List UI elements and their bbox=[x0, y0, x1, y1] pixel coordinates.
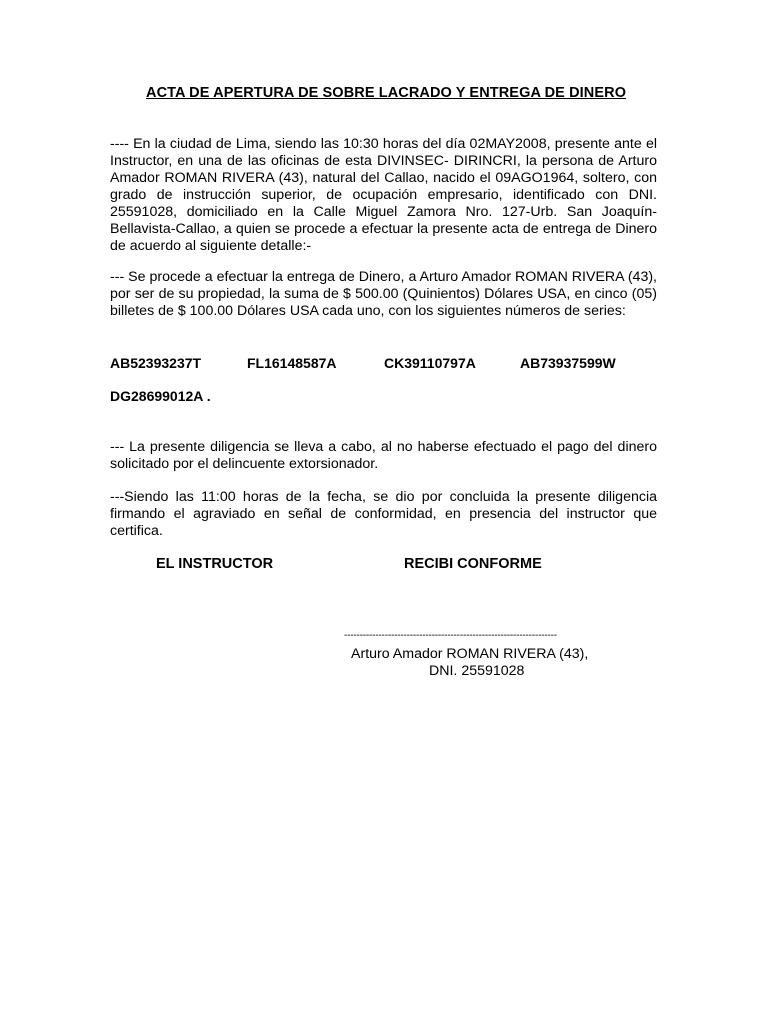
signature-label-recipient: RECIBI CONFORME bbox=[404, 556, 542, 572]
paragraph-delivery: --- Se procede a efectuar la entrega de Dinero, a Arturo Amador ROMAN RIVERA (43), por ser de su propiedad, la suma de $ 500.00 (Quinientos) Dólares USA, en cinco (05) billetes de $ 100.00 Dólares USA cada uno, con los siguientes números de series: bbox=[110, 269, 657, 319]
serial-number: FL16148587A bbox=[247, 355, 337, 371]
serial-number: AB52393237T bbox=[110, 355, 202, 371]
serial-number: CK39110797A bbox=[384, 355, 476, 371]
signer-name: Arturo Amador ROMAN RIVERA (43), bbox=[351, 646, 589, 662]
document-title: ACTA DE APERTURA DE SOBRE LACRADO Y ENTREGA DE DINERO bbox=[146, 85, 627, 101]
serial-number: AB73937599W bbox=[520, 355, 616, 371]
signer-dni: DNI. 25591028 bbox=[429, 663, 525, 679]
signature-label-instructor: EL INSTRUCTOR bbox=[156, 556, 274, 572]
serial-numbers-list bbox=[0, 355, 768, 404]
signature-line: -------------------------------------------------------------------- bbox=[344, 630, 557, 641]
paragraph-reason: --- La presente diligencia se lleva a cabo, al no haberse efectuado el pago del dinero solicitado por el delincuente extorsionador. bbox=[110, 439, 657, 472]
paragraph-closing: ---Siendo las 11:00 horas de la fecha, se dio por concluida la presente diligencia firmando el agraviado en señal de conformidad, en presencia del instructor que certifica. bbox=[110, 489, 657, 539]
serial-number: DG28699012A . bbox=[110, 388, 211, 404]
paragraph-opening: ---- En la ciudad de Lima, siendo las 10:30 horas del día 02MAY2008, presente ante el Instructor, en una de las oficinas de esta DIVINSEC- DIRINCRI, la persona de Arturo Amador ROMAN RIVERA (43), natural del Callao, nacido el 09AGO1964, soltero, con grado de instrucción superior, de ocupación empresario, identificado con DNI. 25591028, domiciliado en la Calle Miguel Zamora Nro. 127-Urb. San Joaquín-Bellavista-Callao, a quien se procede a efectuar la presente acta de entrega de Dinero de acuerdo al siguiente detalle:- bbox=[110, 136, 657, 254]
